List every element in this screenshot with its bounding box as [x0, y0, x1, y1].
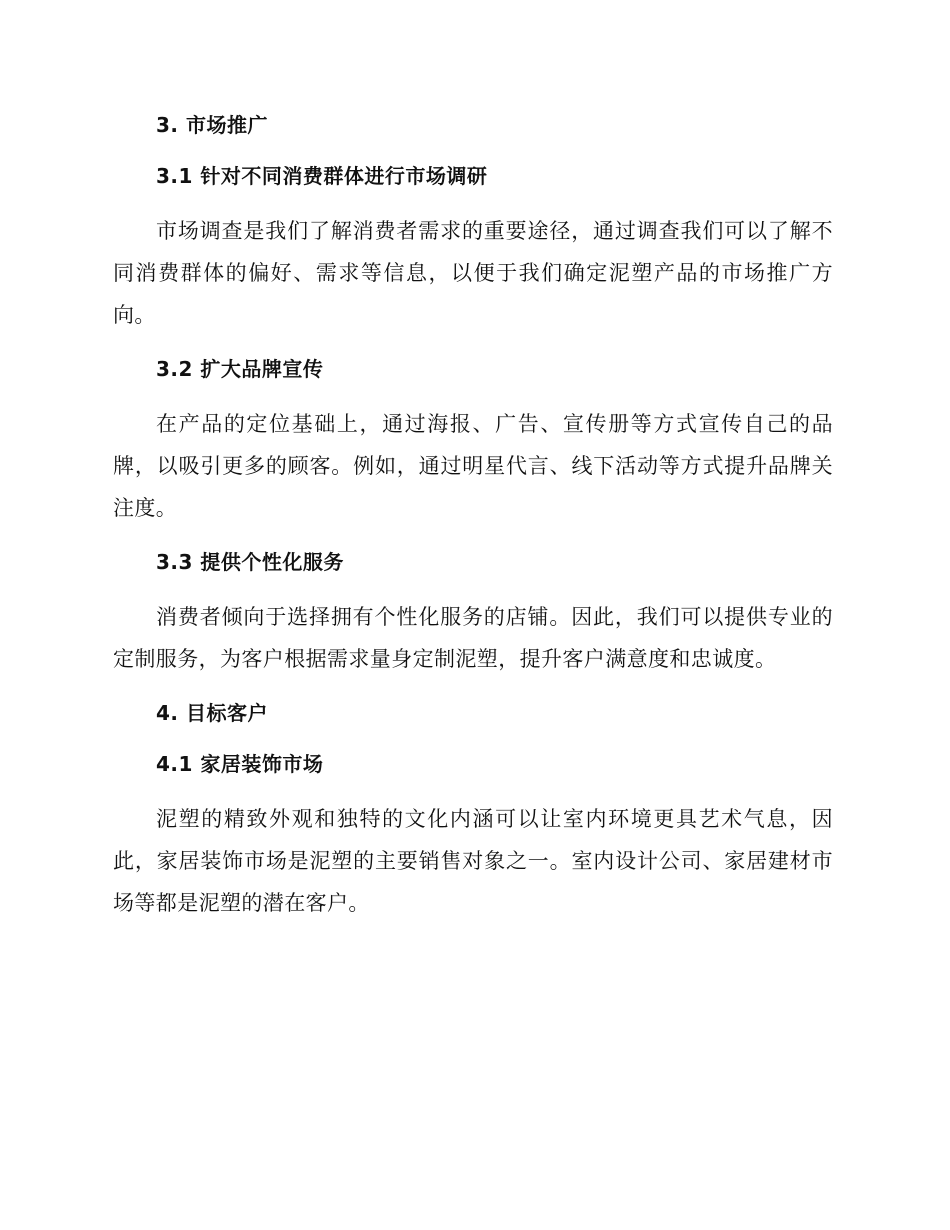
paragraph-4-1: 泥塑的精致外观和独特的文化内涵可以让室内环境更具艺术气息，因此，家居装饰市场是泥塑的主要销售对象之一。室内设计公司、家居建材市场等都是泥塑的潜在客户。 — [113, 807, 833, 915]
document-content — [113, 108, 833, 940]
subsection-heading-3-1: 3.1 针对不同消费群体进行市场调研 — [156, 164, 488, 188]
paragraph-3-1: 市场调查是我们了解消费者需求的重要途径，通过调查我们可以了解不同消费群体的偏好、需求等信息，以便于我们确定泥塑产品的市场推广方向。 — [113, 219, 833, 327]
subsection-heading-4-1: 4.1 家居装饰市场 — [156, 752, 324, 776]
paragraph-3-2: 在产品的定位基础上，通过海报、广告、宣传册等方式宣传自己的品牌，以吸引更多的顾客。例如，通过明星代言、线下活动等方式提升品牌关注度。 — [113, 412, 833, 520]
paragraph-3-3: 消费者倾向于选择拥有个性化服务的店铺。因此，我们可以提供专业的定制服务，为客户根据需求量身定制泥塑，提升客户满意度和忠诚度。 — [113, 605, 833, 671]
subsection-heading-3-3: 3.3 提供个性化服务 — [156, 550, 344, 574]
section-heading-3: 3. 市场推广 — [156, 113, 268, 137]
subsection-heading-3-2: 3.2 扩大品牌宣传 — [156, 357, 324, 381]
section-heading-4: 4. 目标客户 — [156, 701, 268, 725]
